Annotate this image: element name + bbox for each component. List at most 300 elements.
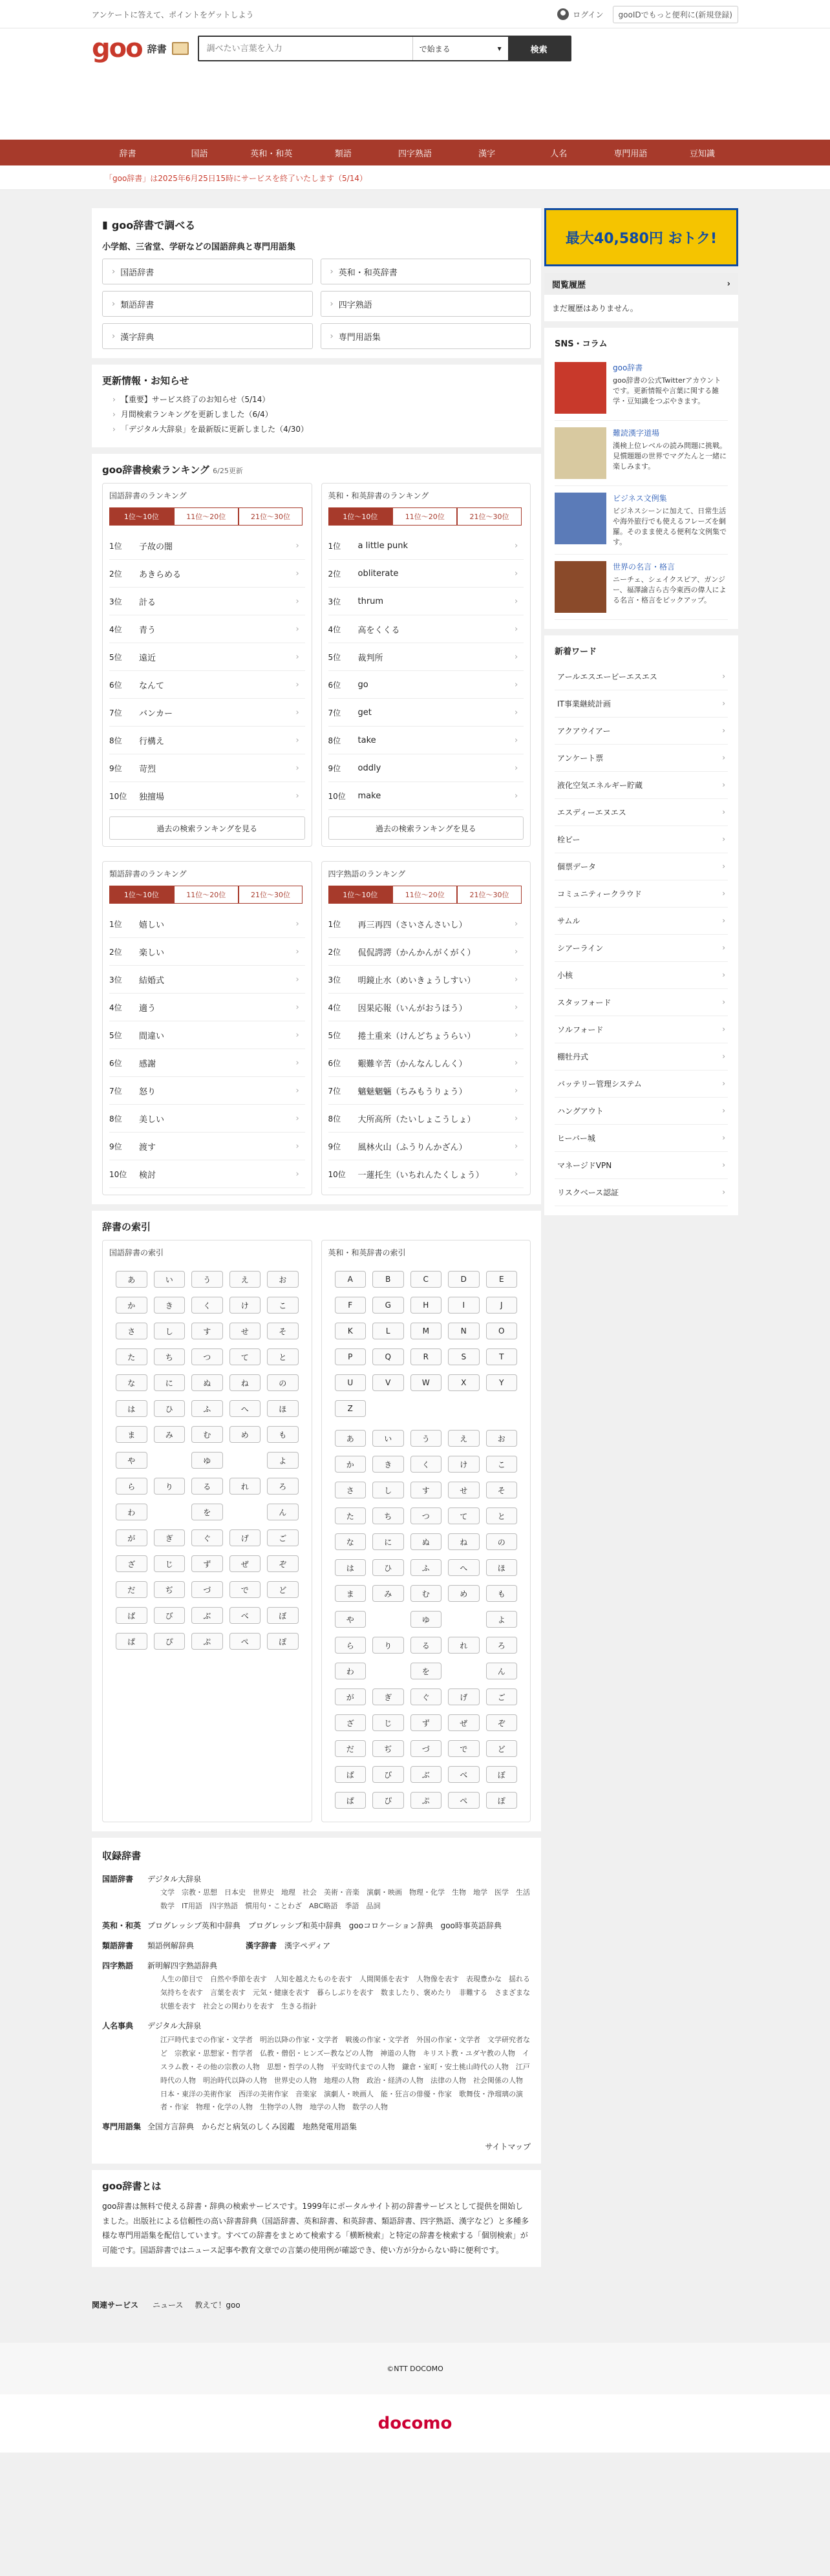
index-key[interactable]: け [229,1297,261,1314]
index-key[interactable]: ぞ [267,1555,299,1572]
past-ranking-button[interactable]: 過去の検索ランキングを見る [328,816,524,840]
index-key[interactable]: H [410,1297,442,1314]
keyword-item[interactable]: バッテリー管理システム › [555,1070,728,1098]
index-key[interactable]: ふ [410,1559,442,1576]
keyword-item[interactable]: 小核 › [555,962,728,989]
rank-number: 3位 [328,975,341,985]
dict-link[interactable]: 類語例解辞典 [147,1941,195,1950]
index-key[interactable]: ざ [116,1555,147,1572]
ranking-row[interactable] [328,782,524,810]
ranking-row[interactable] [328,727,524,754]
ranking-row[interactable] [328,1160,524,1188]
index-key[interactable]: I [448,1297,480,1314]
index-key[interactable]: を [191,1504,223,1520]
index-key[interactable]: ざ [335,1714,367,1731]
index-key[interactable]: だ [116,1581,147,1598]
nav-item[interactable]: 漢字 [478,149,496,159]
index-key[interactable]: づ [410,1740,442,1757]
index-key[interactable]: ぽ [486,1792,518,1809]
index-key[interactable]: W [410,1374,442,1391]
index-key[interactable]: げ [448,1688,480,1705]
index-key[interactable]: わ [335,1663,367,1679]
index-key[interactable]: ぼ [267,1607,299,1624]
news-item[interactable]: › 「デジタル大辞泉」を最新版に更新しました（4/30） [112,423,531,434]
nav-item[interactable]: 国語 [191,149,208,159]
nav-item[interactable]: 英和・和英 [250,149,293,159]
index-key[interactable]: A [335,1271,367,1288]
ranking-row[interactable] [328,560,524,588]
index-key[interactable]: ぬ [191,1374,223,1391]
index-key[interactable]: し [372,1482,404,1498]
index-key[interactable]: ね [229,1374,261,1391]
rank-number: 7位 [328,708,341,718]
index-key[interactable]: お [486,1430,518,1447]
index-key[interactable]: D [448,1271,480,1288]
index-key[interactable]: せ [229,1323,261,1339]
ranking-row[interactable] [109,1021,305,1049]
ranking-row[interactable] [109,938,305,966]
logo[interactable]: goo 辞書 [92,36,189,61]
index-key[interactable]: て [229,1348,261,1365]
dict-link[interactable]: 新明解四字熟語辞典 [147,1961,218,1970]
index-key[interactable]: O [486,1323,518,1339]
index-key[interactable]: ぜ [229,1555,261,1572]
keyword-item[interactable]: アクアウイアー › [555,718,728,745]
index-key[interactable]: M [410,1323,442,1339]
index-key[interactable]: で [229,1581,261,1598]
sns-title[interactable]: 難読漢字道場 [613,429,660,438]
ranking-row[interactable] [109,671,305,699]
keyword-item[interactable]: アールエスエービーエスエス › [555,663,728,690]
index-key[interactable]: へ [448,1559,480,1576]
index-key[interactable]: げ [229,1529,261,1546]
ranking-row[interactable] [328,671,524,699]
sns-item[interactable] [555,555,728,620]
index-key[interactable]: き [154,1297,186,1314]
keyword-item[interactable]: シアーライン › [555,935,728,962]
gooid-register-link[interactable]: gooIDでもっと便利に(新規登録) [613,6,738,23]
index-key[interactable]: う [191,1271,223,1288]
ranking-row[interactable] [109,643,305,671]
index-key[interactable]: U [335,1374,367,1391]
chevron-right-icon: › [515,1141,518,1151]
index-key[interactable]: Z [335,1400,367,1417]
index-key[interactable]: ぐ [191,1529,223,1546]
sns-item[interactable] [555,486,728,555]
ranking-row[interactable] [109,994,305,1021]
rank-word: get [357,707,372,718]
index-key[interactable]: と [486,1507,518,1524]
news-item[interactable]: › 月間検索ランキングを更新しました（6/4） [112,409,531,420]
index-key[interactable]: ぺ [448,1792,480,1809]
dict-sublinks[interactable]: 人生の節目で 自然や季節を表す 人知を越えたものを表す 人間関係を表す 人物像を表す 表現豊かな 揺れる気持ちを表す 言葉を表す 元気・健康を表す 暮らしぶりを表す 数ましたり、褒めたり 非難する さまざまな状態を表す 社会との関わりを表す 生きる指針 [160,1975,530,2011]
index-key[interactable]: ど [486,1740,518,1757]
index-key[interactable]: ほ [486,1559,518,1576]
index-key[interactable]: て [448,1507,480,1524]
index-key[interactable]: ん [486,1663,518,1679]
past-ranking-button[interactable]: 過去の検索ランキングを見る [109,816,305,840]
index-key[interactable]: よ [486,1611,518,1628]
index-key[interactable]: い [372,1430,404,1447]
ranking-row[interactable] [328,1077,524,1105]
index-key[interactable]: た [116,1348,147,1365]
index-key[interactable]: や [335,1611,367,1628]
keyword-item[interactable]: 液化空気エネルギー貯蔵 › [555,772,728,799]
ranking-row[interactable] [328,966,524,994]
dict-button[interactable]: › 英和・和英辞書 [321,259,531,284]
ranking-row[interactable] [328,532,524,560]
index-key[interactable]: L [372,1323,404,1339]
nav-item[interactable]: 四字熟語 [398,149,432,159]
index-key[interactable]: ご [267,1529,299,1546]
index-key[interactable]: に [154,1374,186,1391]
index-key[interactable]: の [267,1374,299,1391]
index-key[interactable]: け [448,1456,480,1473]
ranking-tab[interactable]: 21位〜30位 [239,886,303,904]
dict-button[interactable]: › 国語辞書 [102,259,313,284]
index-key[interactable]: ひ [372,1559,404,1576]
sns-title[interactable]: goo辞書 [613,363,643,372]
index-key[interactable]: に [372,1533,404,1550]
nav-item[interactable]: 豆知識 [689,149,715,159]
keyword-item[interactable]: ソルフォード › [555,1016,728,1043]
index-key[interactable]: ゆ [191,1452,223,1469]
index-key[interactable]: え [448,1430,480,1447]
keyword-item[interactable]: ヒーバー城 › [555,1125,728,1152]
index-key[interactable]: ぼ [486,1766,518,1783]
sns-title[interactable]: ビジネス文例集 [613,494,667,503]
keyword-item[interactable]: 個票データ › [555,853,728,880]
index-key[interactable]: ば [335,1766,367,1783]
index-key[interactable]: ず [410,1714,442,1731]
index-key[interactable]: そ [267,1323,299,1339]
dict-link[interactable]: デジタル大辞泉 [147,1874,202,1884]
index-key[interactable]: ぐ [410,1688,442,1705]
index-key[interactable]: か [335,1456,367,1473]
index-key[interactable]: も [486,1585,518,1602]
footer-link[interactable]: 教えて！goo [195,2301,240,2310]
dict-button[interactable]: › 漢字辞典 [102,323,313,349]
index-key[interactable]: む [191,1426,223,1443]
index-key[interactable]: さ [335,1482,367,1498]
index-key[interactable]: び [154,1607,186,1624]
index-key[interactable]: す [191,1323,223,1339]
ranking-row[interactable] [328,938,524,966]
ranking-tab[interactable]: 1位〜10位 [109,507,174,526]
index-key[interactable]: え [229,1271,261,1288]
index-key[interactable]: は [116,1400,147,1417]
index-key[interactable]: ぶ [191,1607,223,1624]
rank-number: 7位 [109,1086,122,1096]
ranking-row[interactable] [328,615,524,643]
index-key[interactable]: B [372,1271,404,1288]
ranking-tab[interactable]: 21位〜30位 [457,886,522,904]
ranking-row[interactable] [328,1105,524,1133]
index-key[interactable]: る [410,1637,442,1654]
index-key[interactable]: と [267,1348,299,1365]
ranking-row[interactable] [328,699,524,727]
sitemap-link[interactable]: サイトマップ [485,2142,531,2152]
ranking-tab[interactable]: 1位〜10位 [109,886,174,904]
ranking-row[interactable] [328,643,524,671]
index-key[interactable]: X [448,1374,480,1391]
survey-link[interactable]: アンケートに答えて、ポイントをゲットしよう [92,10,254,19]
index-key[interactable]: つ [191,1348,223,1365]
index-key[interactable]: り [372,1637,404,1654]
index-key[interactable]: じ [154,1555,186,1572]
index-key[interactable]: つ [410,1507,442,1524]
keyword-item[interactable]: マネージドVPN › [555,1152,728,1179]
ranking-row[interactable] [109,1160,305,1188]
keyword-item[interactable]: 栓ビー › [555,826,728,853]
index-key[interactable]: る [191,1478,223,1495]
ranking-tab[interactable]: 21位〜30位 [239,507,303,526]
ranking-row[interactable] [328,754,524,782]
index-key[interactable]: ろ [486,1637,518,1654]
dict-button[interactable]: › 四字熟語 [321,291,531,317]
index-key[interactable]: だ [335,1740,367,1757]
index-key[interactable]: べ [448,1766,480,1783]
index-key[interactable]: へ [229,1400,261,1417]
index-key[interactable]: ご [486,1688,518,1705]
nav-item[interactable]: 専門用語 [613,149,648,159]
ranking-row[interactable] [109,727,305,754]
index-key[interactable]: ち [372,1507,404,1524]
index-key[interactable]: で [448,1740,480,1757]
dict-link[interactable]: プログレッシブ英和中辞典 プログレッシブ和英中辞典 gooコロケーション辞典 goo時事英語辞典 [147,1921,502,1931]
index-key[interactable]: C [410,1271,442,1288]
search-form [198,36,571,61]
index-key[interactable]: づ [191,1581,223,1598]
index-key[interactable]: ば [116,1607,147,1624]
index-key[interactable]: く [191,1297,223,1314]
dict-button[interactable]: › 専門用語集 [321,323,531,349]
index-key[interactable]: ろ [267,1478,299,1495]
dict-button[interactable]: › 類語辞書 [102,291,313,317]
index-key[interactable]: ぴ [372,1792,404,1809]
ranking-row[interactable] [109,1077,305,1105]
index-key[interactable]: ま [116,1426,147,1443]
ranking-row[interactable] [109,1049,305,1077]
ranking-row[interactable] [109,588,305,615]
index-key[interactable]: や [116,1452,147,1469]
index-key[interactable]: が [116,1529,147,1546]
index-key[interactable]: ぱ [116,1633,147,1650]
ranking-row[interactable] [109,1105,305,1133]
keyword-item[interactable]: リスクベース認証 › [555,1179,728,1206]
dict-row [102,2120,531,2134]
index-key[interactable]: う [410,1430,442,1447]
index-key[interactable]: ぜ [448,1714,480,1731]
footer-link[interactable]: ニュース [153,2301,184,2310]
sns-title[interactable]: 世界の名言・格言 [613,562,676,571]
index-key[interactable]: E [486,1271,518,1288]
keyword-item[interactable]: アンケート票 › [555,745,728,772]
index-key[interactable]: V [372,1374,404,1391]
index-key[interactable]: ひ [154,1400,186,1417]
ranking-row[interactable] [109,699,305,727]
ranking-row[interactable] [109,532,305,560]
index-key[interactable]: そ [486,1482,518,1498]
ranking-tab[interactable]: 11位〜20位 [392,507,457,526]
rank-number: 3位 [109,597,122,606]
index-key[interactable]: P [335,1348,367,1365]
dict-link[interactable]: デジタル大辞泉 [147,2021,202,2031]
index-key[interactable]: ぎ [372,1688,404,1705]
ranking-row[interactable] [109,615,305,643]
index-key[interactable]: す [410,1482,442,1498]
index-key[interactable]: り [154,1478,186,1495]
index-key[interactable]: こ [267,1297,299,1314]
index-key[interactable]: F [335,1297,367,1314]
index-key[interactable]: こ [486,1456,518,1473]
index-key[interactable]: J [486,1297,518,1314]
index-key[interactable]: あ [335,1430,367,1447]
ranking-tab[interactable]: 1位〜10位 [328,507,393,526]
index-key[interactable]: K [335,1323,367,1339]
index-key[interactable]: ね [448,1533,480,1550]
ranking-row[interactable] [109,754,305,782]
index-key[interactable]: G [372,1297,404,1314]
index-key[interactable]: じ [372,1714,404,1731]
ranking-row[interactable] [109,910,305,938]
promo-banner[interactable]: 最大40,580円 おトク! [544,208,738,266]
sns-item[interactable] [555,356,728,421]
index-key[interactable]: な [335,1533,367,1550]
index-key[interactable]: ぷ [191,1633,223,1650]
ranking-row[interactable] [328,1133,524,1160]
index-key[interactable]: べ [229,1607,261,1624]
nav-item[interactable]: 辞書 [119,149,136,159]
index-key[interactable]: ぶ [410,1766,442,1783]
ranking-tab[interactable]: 1位〜10位 [328,886,393,904]
index-key[interactable]: ぬ [410,1533,442,1550]
index-key[interactable]: む [410,1585,442,1602]
index-key[interactable]: わ [116,1504,147,1520]
index-key[interactable]: ぱ [335,1792,367,1809]
index-key[interactable]: R [410,1348,442,1365]
index-key[interactable]: ゆ [410,1611,442,1628]
dict-link[interactable]: 全国方言辞典 からだと病気のしくみ図鑑 地熱発電用語集 [147,2122,357,2132]
index-key[interactable]: よ [267,1452,299,1469]
dict-sublinks[interactable]: 文学 宗教・思想 日本史 世界史 地理 社会 美術・音楽 演劇・映画 物理・化学 生物 地学 医学 生活 数学 IT用語 四字熟語 慣用句・ことわざ ABC略語 季語 品詞 [160,1888,537,1911]
ranking-tab[interactable]: 21位〜30位 [457,507,522,526]
index-key[interactable]: Y [486,1374,518,1391]
rank-number: 7位 [328,1086,341,1096]
login-link[interactable]: ログイン [557,8,603,20]
index-key[interactable]: を [410,1663,442,1679]
nav-item[interactable]: 人名 [550,149,568,159]
index-key[interactable]: ぺ [229,1633,261,1650]
index-key[interactable]: れ [448,1637,480,1654]
kanji-link[interactable]: 漢字ペディア [277,1941,331,1950]
index-key[interactable]: お [267,1271,299,1288]
index-key[interactable]: さ [116,1323,147,1339]
ranking-row[interactable] [328,910,524,938]
search-mode-select[interactable]: で始まる ▾ [412,37,508,60]
index-key[interactable]: ぴ [154,1633,186,1650]
search-button[interactable]: 検索 [508,37,570,60]
nav-item[interactable]: 類語 [334,149,352,159]
index-key[interactable]: め [229,1426,261,1443]
index-key[interactable]: び [372,1766,404,1783]
index-key[interactable]: も [267,1426,299,1443]
index-key[interactable]: み [154,1426,186,1443]
index-key[interactable]: ほ [267,1400,299,1417]
index-key[interactable]: た [335,1507,367,1524]
keyword-item[interactable]: コミュニティークラウド › [555,880,728,908]
index-key[interactable]: は [335,1559,367,1576]
index-key[interactable]: が [335,1688,367,1705]
sns-item[interactable] [555,421,728,486]
keyword-item[interactable]: スタッフォード › [555,989,728,1016]
ranking-row[interactable] [109,966,305,994]
index-key[interactable]: い [154,1271,186,1288]
index-key[interactable]: ふ [191,1400,223,1417]
dict-sublinks[interactable]: 江戸時代までの作家・文学者 明治以降の作家・文学者 戦後の作家・文学者 外国の作家・文学者 文学研究者など 宗教家・思想家・哲学者 仏教・僧侶・ヒンズー教などの人物 神道の人物 キリスト教・ユダヤ教の人物 イスラム教・その他の宗教の人物 思想・哲学の人物 平安時代までの人物 鎌倉・室町・安土桃山時代の人物 江戸時代の人物 明治時代以降の人物 世界史の人物 地理の人物 政治・経済の人物 法律の人物 社会関係の人物 日本・東洋の美術作家 西洋の美術作家 音楽家 演劇人・映画人 能・狂言の俳優・作家 歌舞伎・浄瑠璃の演者・作家 物理・化学の人物 生物学の人物 地学の人物 数学の人物 [160,2035,530,2112]
index-key[interactable]: せ [448,1482,480,1498]
index-key[interactable]: し [154,1323,186,1339]
index-key[interactable]: あ [116,1271,147,1288]
index-key[interactable]: く [410,1456,442,1473]
index-key[interactable]: ど [267,1581,299,1598]
index-key[interactable]: ん [267,1504,299,1520]
keyword-item[interactable]: サムル › [555,908,728,935]
keyword-item[interactable]: ハングアウト › [555,1098,728,1125]
index-key[interactable]: ら [335,1637,367,1654]
ranking-row[interactable] [328,1049,524,1077]
index-key[interactable]: の [486,1533,518,1550]
index-key[interactable]: N [448,1323,480,1339]
index-key[interactable]: み [372,1585,404,1602]
index-key[interactable]: ぷ [410,1792,442,1809]
index-key[interactable]: な [116,1374,147,1391]
index-key[interactable]: ぎ [154,1529,186,1546]
keyword-item[interactable]: 棚牡丹式 › [555,1043,728,1070]
ranking-row[interactable] [109,1133,305,1160]
keyword-item[interactable]: IT事業継続計画 › [555,690,728,718]
ranking-row[interactable] [109,782,305,810]
ranking-row[interactable] [328,1021,524,1049]
ranking-tab[interactable]: 11位〜20位 [392,886,457,904]
index-key[interactable]: Q [372,1348,404,1365]
ranking-row[interactable] [109,560,305,588]
notice-link[interactable]: 「goo辞書」は2025年6月25日15時にサービスを終了いたします（5/14） [105,173,367,183]
ranking-tab[interactable]: 11位〜20位 [174,886,239,904]
ranking-tab[interactable]: 11位〜20位 [174,507,239,526]
index-key[interactable]: ぢ [372,1740,404,1757]
index-key[interactable]: ぽ [267,1633,299,1650]
search-input[interactable] [199,37,412,60]
rank-word: 一蓮托生（いちれんたくしょう） [357,1170,484,1180]
ranking-row[interactable] [328,588,524,615]
index-key[interactable]: ら [116,1478,147,1495]
index-key[interactable]: き [372,1456,404,1473]
index-key[interactable]: ま [335,1585,367,1602]
ranking-row[interactable] [328,994,524,1021]
index-key[interactable]: T [486,1348,518,1365]
keyword-item[interactable]: エスディーエヌエス › [555,799,728,826]
index-key[interactable]: ぞ [486,1714,518,1731]
news-item[interactable]: › 【重要】サービス終了のお知らせ（5/14） [112,394,531,405]
index-key[interactable]: れ [229,1478,261,1495]
index-key[interactable]: ぢ [154,1581,186,1598]
index-key[interactable]: S [448,1348,480,1365]
index-key[interactable]: め [448,1585,480,1602]
index-key[interactable]: ち [154,1348,186,1365]
index-key[interactable]: ず [191,1555,223,1572]
index-key[interactable]: か [116,1297,147,1314]
